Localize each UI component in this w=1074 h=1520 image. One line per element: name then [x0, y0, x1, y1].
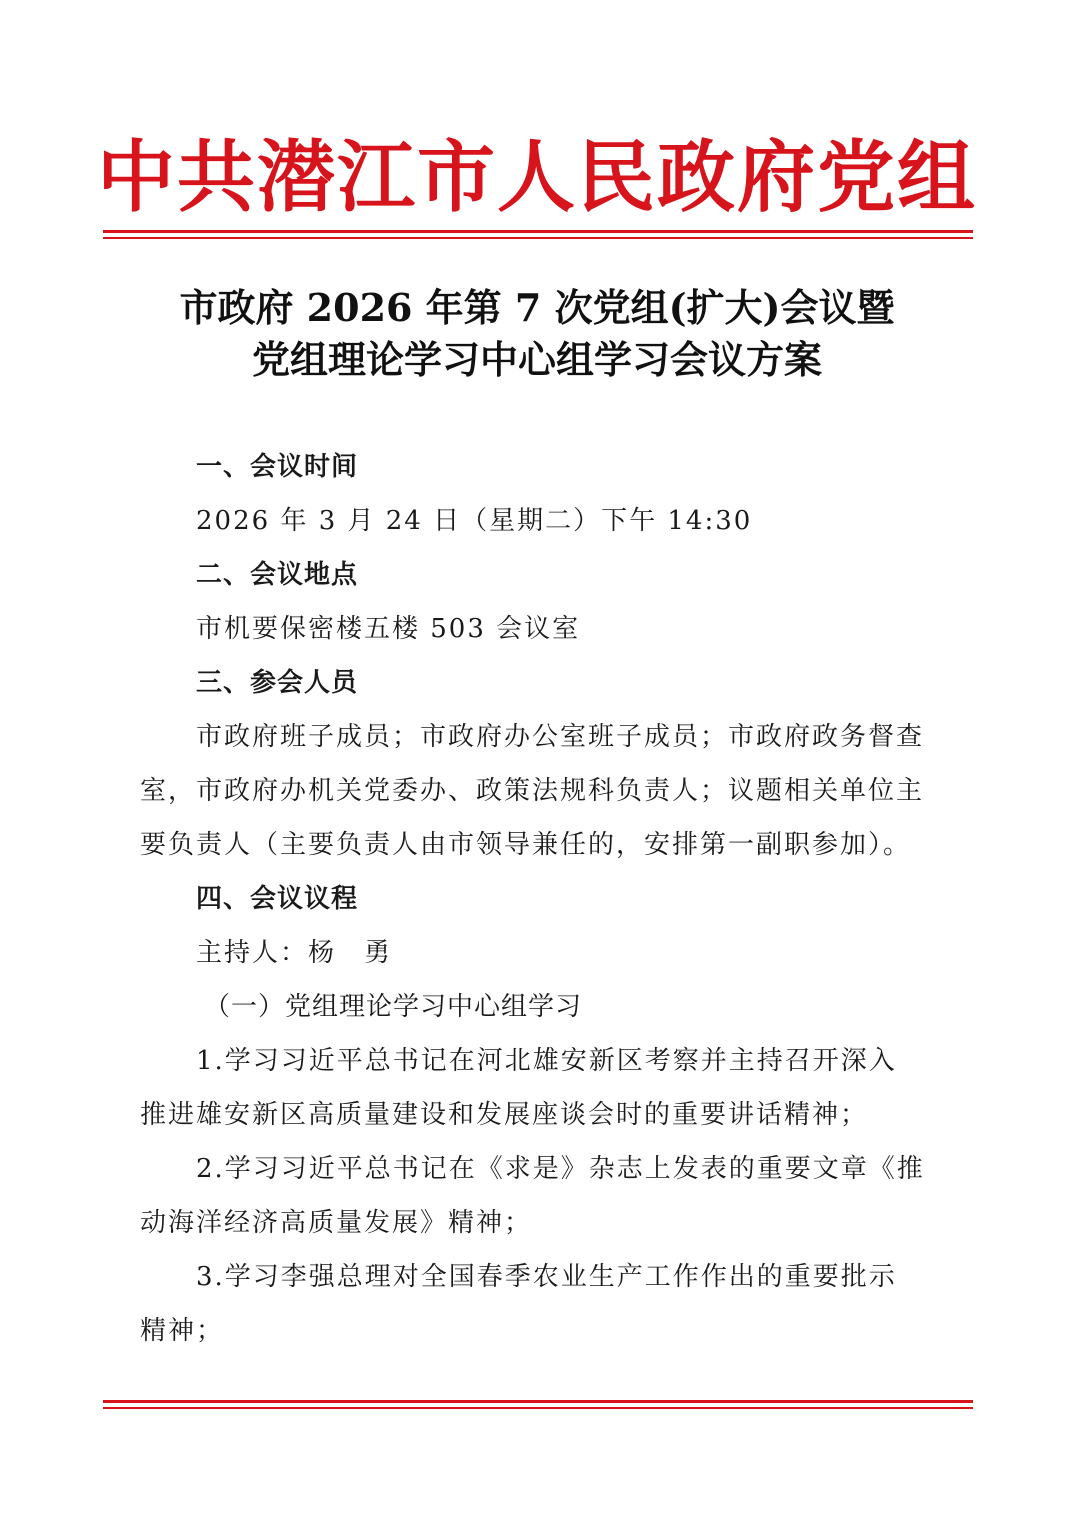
agenda-subheading-1: （一）党组理论学习中心组学习 — [204, 992, 583, 1022]
attendees-line-2: 室，市政府办机关党委办、政策法规科负责人；议题相关单位主 — [140, 776, 925, 806]
section-time-heading: 一、会议时间 — [196, 452, 359, 482]
footer-rule-top — [103, 1400, 973, 1403]
header-rule-top — [103, 230, 973, 233]
agenda-host: 主持人：杨 勇 — [196, 938, 393, 968]
attendees-line-3: 要负责人（主要负责人由市领导兼任的，安排第一副职参加）。 — [140, 830, 912, 860]
section-time-value: 2026 年 3 月 24 日（星期二）下午 14:30 — [196, 506, 753, 536]
agenda-item-2-line-2: 动海洋经济高质量发展》精神； — [140, 1208, 533, 1238]
section-place-heading: 二、会议地点 — [196, 560, 359, 590]
header-rule-bottom — [103, 237, 973, 239]
attendees-line-1: 市政府班子成员；市政府办公室班子成员；市政府政务督查 — [196, 722, 925, 752]
document-title-line1: 市政府 2026 年第 7 次党组(扩大)会议暨 — [179, 285, 895, 330]
document-body — [140, 440, 940, 1358]
document-title — [0, 282, 1074, 386]
org-title: 中共潜江市人民政府党组 — [96, 132, 977, 223]
footer-rule-bottom — [103, 1407, 973, 1409]
agenda-item-3-line-2: 精神； — [140, 1316, 225, 1346]
section-agenda-heading: 四、会议议程 — [196, 884, 359, 914]
agenda-item-3-line-1: 3.学习李强总理对全国春季农业生产工作作出的重要批示 — [196, 1262, 897, 1292]
agenda-item-2-line-1: 2.学习习近平总书记在《求是》杂志上发表的重要文章《推 — [196, 1154, 925, 1184]
section-attendees-heading: 三、参会人员 — [196, 668, 359, 698]
agenda-item-1-line-1: 1.学习习近平总书记在河北雄安新区考察并主持召开深入 — [196, 1046, 897, 1076]
section-place-value: 市机要保密楼五楼 503 会议室 — [196, 614, 581, 644]
agenda-item-1-line-2: 推进雄安新区高质量建设和发展座谈会时的重要讲话精神； — [140, 1100, 869, 1130]
document-title-line2: 党组理论学习中心组学习会议方案 — [251, 337, 822, 382]
